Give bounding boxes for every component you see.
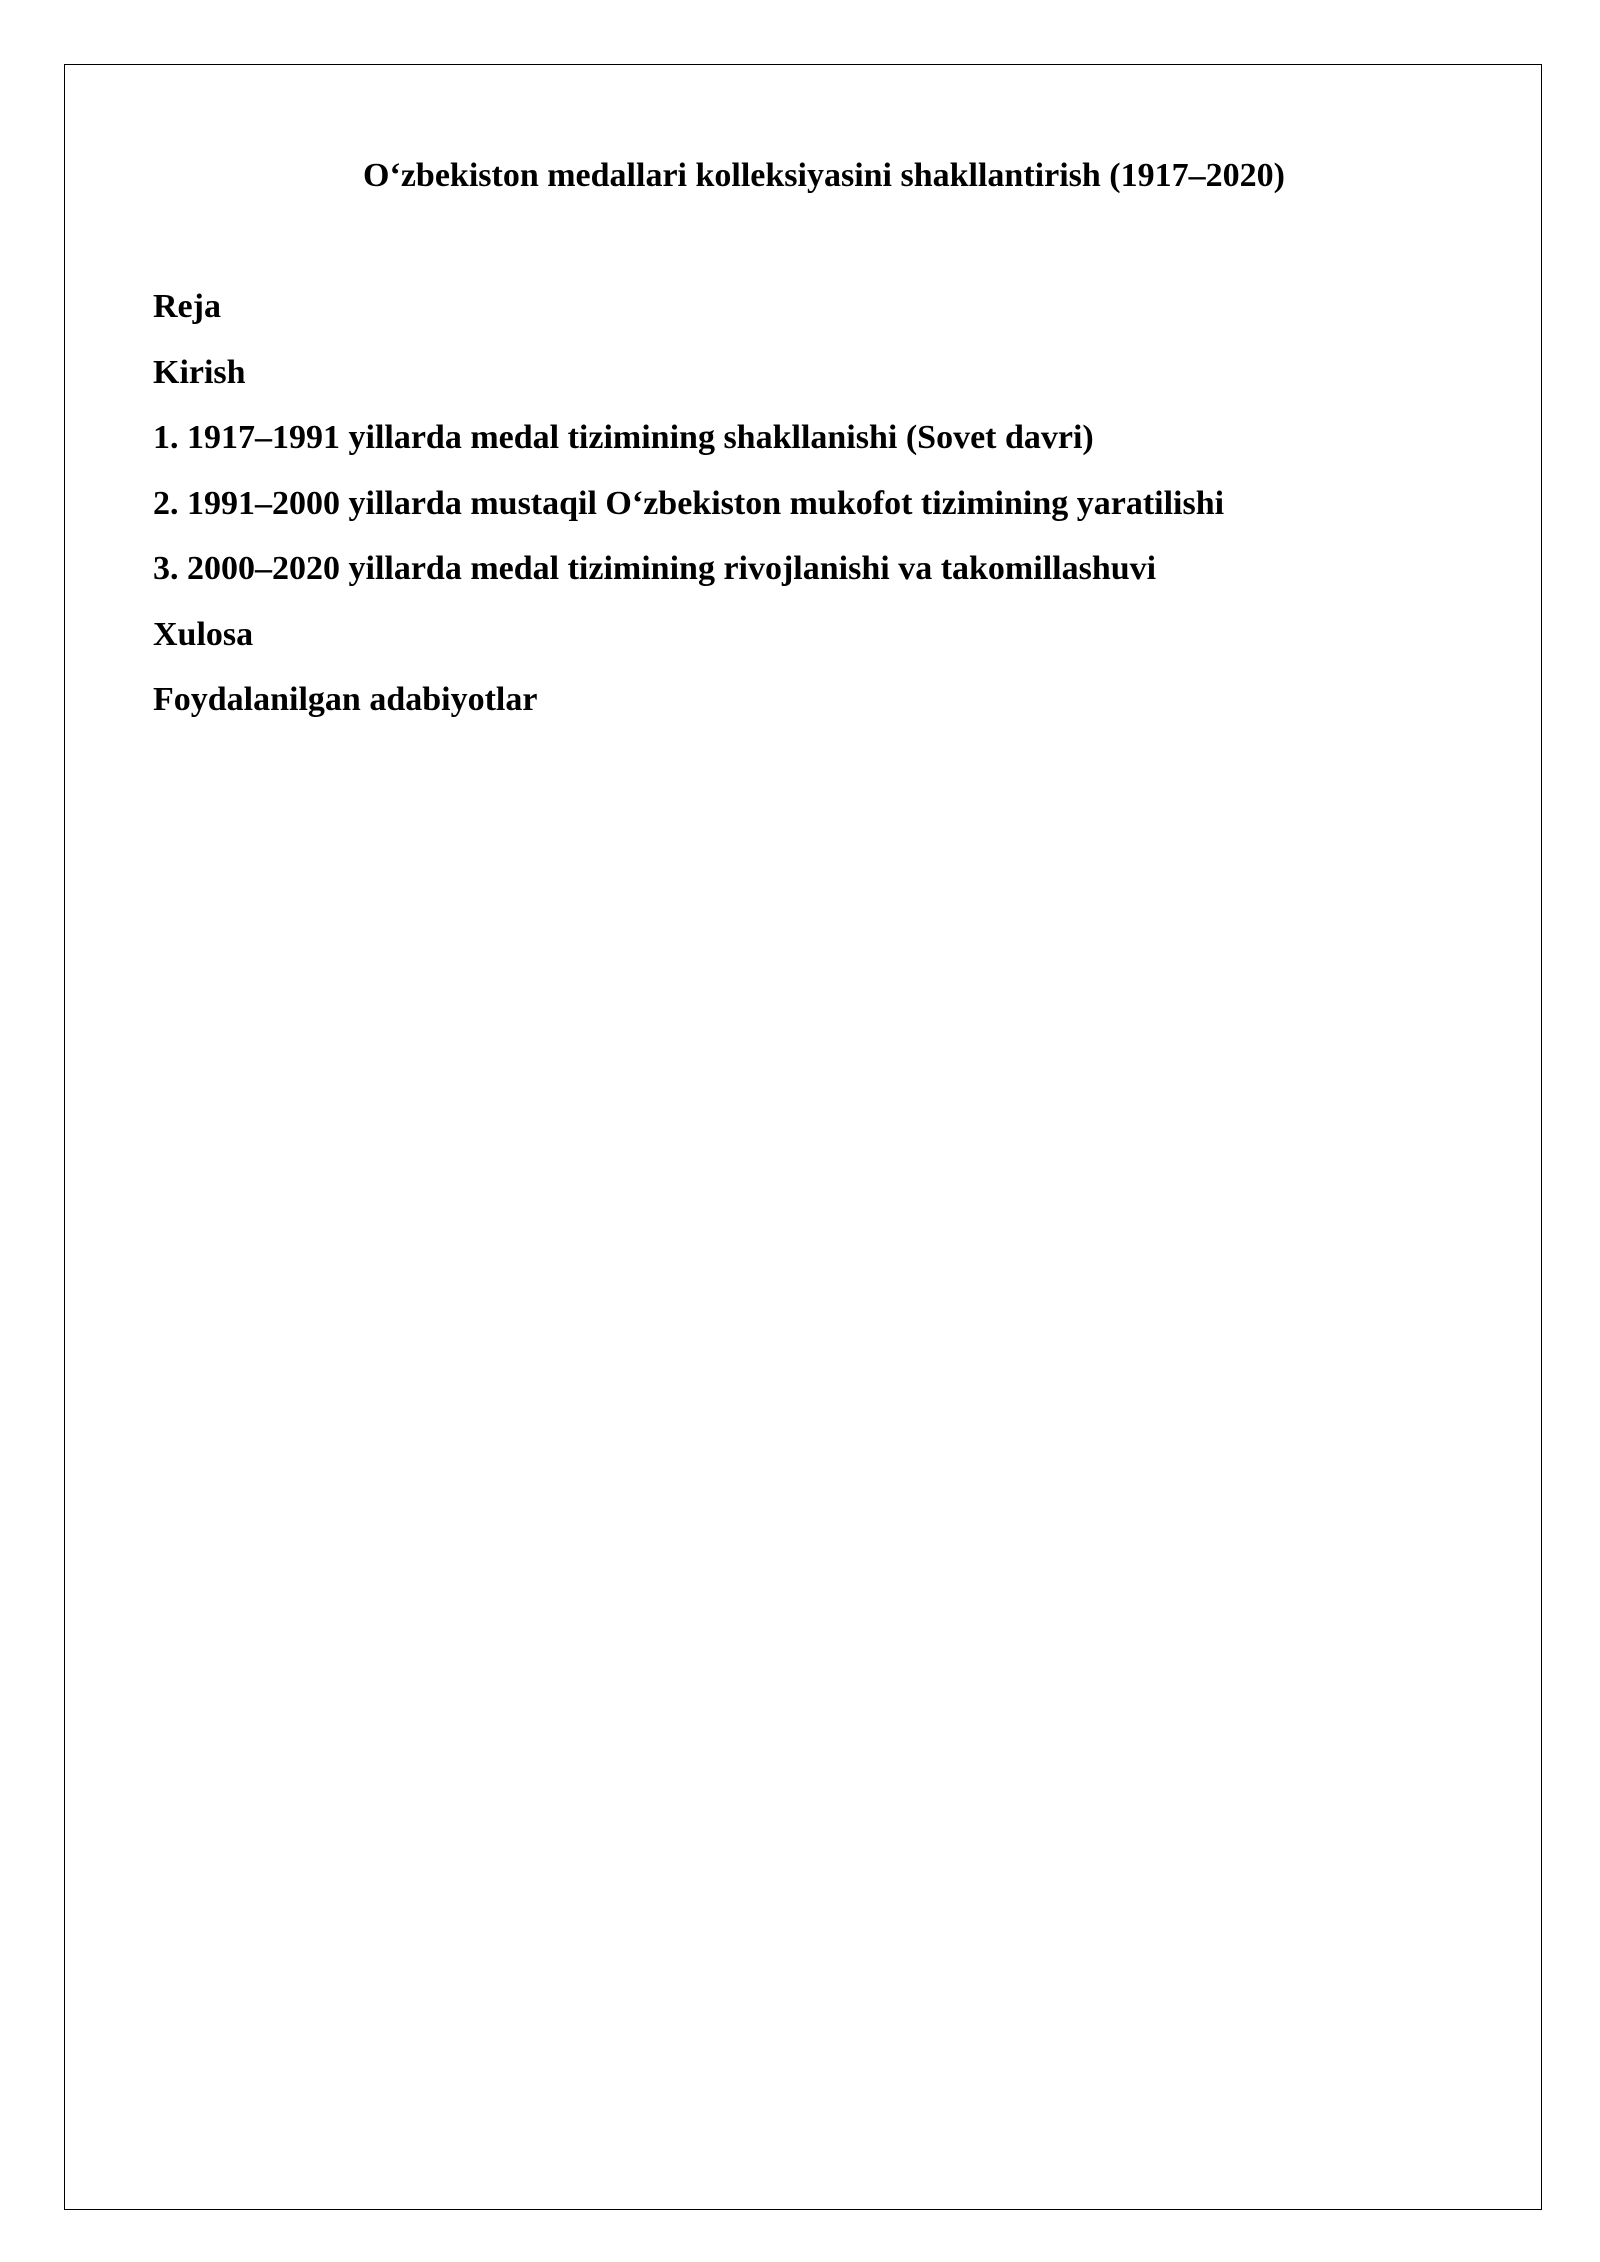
plan-item-introduction: Kirish: [153, 353, 246, 391]
plan-item-chapter-2: 2. 1991–2000 yillarda mustaqil O‘zbekiston mukofot tizimining yaratilishi: [153, 484, 1225, 522]
plan-item-references: Foydalanilgan adabiyotlar: [153, 681, 538, 718]
document-title: O‘zbekiston medallari kolleksiyasini shakllantirish (1917–2020): [363, 157, 1285, 194]
plan-item-conclusion: Xulosa: [153, 615, 254, 653]
plan-section: [153, 283, 1523, 742]
plan-item-chapter-3: 3. 2000–2020 yillarda medal tizimining rivojlanishi va takomillashuvi: [153, 550, 1157, 587]
plan-item-chapter-1: 1. 1917–1991 yillarda medal tizimining shakllanishi (Sovet davri): [153, 419, 1094, 456]
plan-heading: Reja: [153, 288, 221, 325]
